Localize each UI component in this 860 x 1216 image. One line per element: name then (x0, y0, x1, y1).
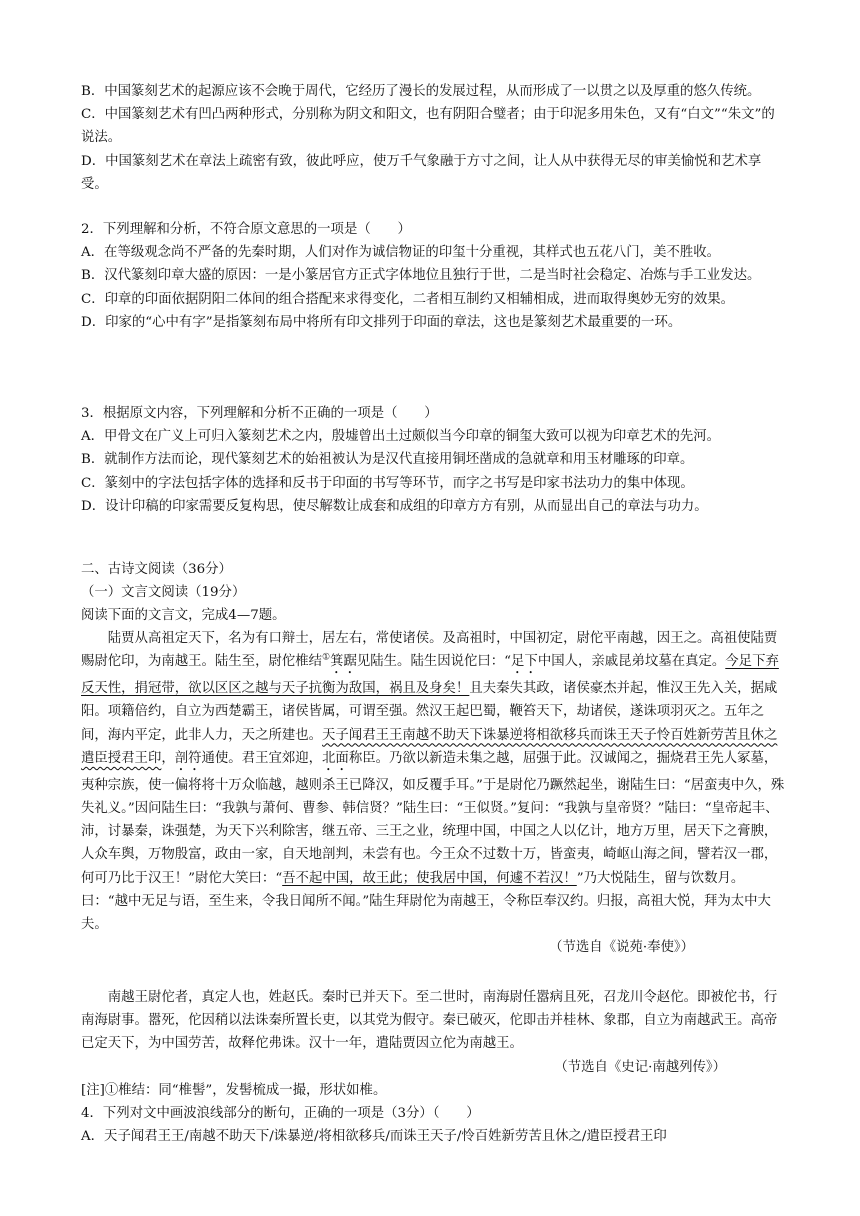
underlined-sentence-2: 吾不起中国，故王此；使我居中国，何遽不若汉！ (282, 870, 577, 886)
q3-option-a: A．甲骨文在广义上可归入篆刻艺术之内，殷墟曾出土过颇似当今印章的铜玺大致可以视为印章艺术的先河。 (81, 429, 721, 445)
passage-1-segment: ， (161, 750, 175, 766)
section-2-heading: 二、古诗文阅读（36分） (81, 562, 232, 577)
section-2-subheading: （一）文言文阅读（19分） (81, 585, 246, 601)
q1-option-c: C．中国篆刻艺术有凹凸两种形式，分别称为阴文和阳文，也有阴阳合璧者；由于印泥多用朱色，又有“白文”“朱文”的说法。 (81, 107, 775, 146)
passage-1-segment: 陆贾从高祖定天下，名为有口辩士，居左右，常使诸侯。及高祖时，中国初定，尉佗平南越，因王之。高祖使陆贾赐尉佗印，为南越王。陆生至，尉佗椎结 (81, 631, 778, 670)
passage-1-segment: ”乃大悦陆生，留与饮数月。曰：“越中无足与语，至生来，令我日闻所不闻。”陆生拜尉佗为南越王，令称臣奉汉约。归报，高祖大悦，拜为太中大夫。 (81, 870, 771, 933)
q2-option-a: A．在等级观念尚不严备的先秦时期，人们对作为诚信物证的印玺十分重视，其样式也五花八门，美不胜收。 (81, 245, 721, 261)
q4-option-a: A．天子闻君王王/南越不助天下/诛暴逆/将相欲移兵/而诛王天子/怜百姓新劳苦且休之/遣臣授君王印 (81, 1129, 667, 1145)
passage-1-segment: 且夫秦失其政，诸侯豪杰并起，惟汉王先入关，据咸阳。项籍倍约，自立为西楚霸王，诸侯皆属，可谓至强。然汉王起巴蜀，鞭笞天下，劫诸侯，遂诛项羽灭之。五年之间，海内平定，此非人力，天之所建也。 (81, 681, 778, 743)
q2-stem: 2．下列理解和分析，不符合原文意思的一项是（ ） (81, 222, 411, 237)
q3-option-c: C．篆刻中的字法包括字体的选择和反书于印面的书写等环节，而字之书写是印家书法功力的集中体现。 (81, 475, 694, 491)
q2-option-c: C．印章的印面依据阴阳二体间的组合搭配来求得变化，二者相互制约又相辅相成，进而取得奥妙无穷的效果。 (81, 291, 734, 307)
q2-option-b: B．汉代篆刻印章大盛的原因：一是小篆居官方正式字体地位且独行于世，二是当时社会稳定、冶炼与手工业发达。 (81, 268, 761, 284)
q3-stem: 3．根据原文内容，下列理解和分析不正确的一项是（ ） (81, 406, 438, 421)
passage-1-source: （节选自《说苑·奉使》） (549, 940, 694, 956)
section-2-instruction: 阅读下面的文言文，完成4—7题。 (81, 608, 286, 624)
dotted-word-beimian: 北面 (322, 750, 349, 766)
passage-1-segment: 通使。君王宜郊迎， (201, 750, 323, 766)
classical-passage-1 (81, 627, 786, 959)
section-2-header (81, 558, 786, 628)
classical-passage-2 (81, 986, 786, 1079)
q4-stem: 4．下列对文中画波浪线部分的断句，正确的一项是（3分）（ ） (81, 1106, 480, 1122)
q3-option-d: D．设计印稿的印家需要反复构思，使尽解数让成套和成组的印章方方有别，从而显出自己的章法与功力。 (81, 498, 708, 514)
passage-1-text (81, 627, 786, 936)
question-2 (81, 218, 786, 334)
question-3 (81, 402, 786, 518)
q1-option-d: D．中国篆刻艺术在章法上疏密有致，彼此呼应，使万千气象融于方寸之间，让人从中获得无尽的审美愉悦和艺术享受。 (81, 153, 762, 192)
question-1-options (81, 80, 786, 196)
dotted-word-poufu: 剖符 (174, 750, 202, 766)
q2-option-d: D．印家的“心中有字”是指篆刻布局中将所有印文排列于印面的章法，这也是篆刻艺术最重要的一环。 (81, 314, 682, 330)
q1-option-b: B．中国篆刻艺术的起源应该不会晚于周代，它经历了漫长的发展过程，从而形成了一以贯之以及厚重的悠久传统。 (81, 84, 761, 99)
footnote-and-question-4 (81, 1079, 786, 1149)
passage-1-segment: 见陆生。陆生因说佗曰：“ (356, 654, 512, 670)
dotted-word-zuxia: 足下 (511, 654, 538, 670)
wavy-underlined-sentence: 天子闻君王王南越不助天下诛暴逆将相欲移兵而诛王天子怜百姓新劳苦且休之遣臣授君王印 (81, 727, 778, 766)
q3-option-b: B．就制作方法而论，现代篆刻艺术的始祖被认为是汉代直接用铜坯凿成的急就章和用玉材雕琢的印章。 (81, 452, 694, 468)
footnote: [注]①椎结：同“椎髻”，发髻梳成一撮，形状如椎。 (81, 1083, 387, 1098)
passage-1-segment: 称臣。乃欲以新造未集之越，屈强于此。汉诚闻之，掘烧君王先人冢墓，夷种宗族，使一偏将将十万众临越，越则杀王已降汉，如反覆手耳。”于是尉佗乃蹶然起坐，谢陆生曰：“居蛮夷中久，殊失礼义。”因问陆生曰：“我孰与萧何、曹参、韩信贤？”陆生曰：“王似贤。”复问：“我孰与皇帝贤？”陆曰：“皇帝起丰、沛，讨暴秦，诛强楚，为天下兴利除害，继五帝、三王之业，统理中国，中国之人以亿计，地方万里，居天下之膏腴，人众车舆，万物殷富，政由一家，自天地剖判，未尝有也。今王众不过数十万，皆蛮夷，崎岖山海之间，譬若汉一郡，何可乃比于汉王！”尉佗大笑曰：“ (81, 750, 785, 886)
passage-2-source: （节选自《史记·南越列传》） (554, 1059, 726, 1075)
footnote-mark: ① (322, 652, 331, 663)
passage-1-segment: 中国人，亲戚昆弟坟墓在真定。 (537, 654, 726, 670)
passage-2-text: 南越王尉佗者，真定人也，姓赵氏。秦时已并天下。至二世时，南海尉任嚣病且死，召龙川令赵佗。即被佗书，行南海尉事。嚣死，佗因稍以法诛秦所置长吏，以其党为假守。秦已破灭，佗即击并桂林、象郡，自立为南越武王。高帝已定天下，为中国劳苦，故释佗弗诛。汉十一年，遣陆贾因立佗为南越王。 (81, 990, 778, 1052)
underlined-sentence-1: 今足下弃反天性，捐冠带，欲以区区之越与天子抗衡为敌国，祸且及身矣！ (81, 654, 779, 697)
dotted-word-jiju: 箕踞 (330, 654, 357, 670)
